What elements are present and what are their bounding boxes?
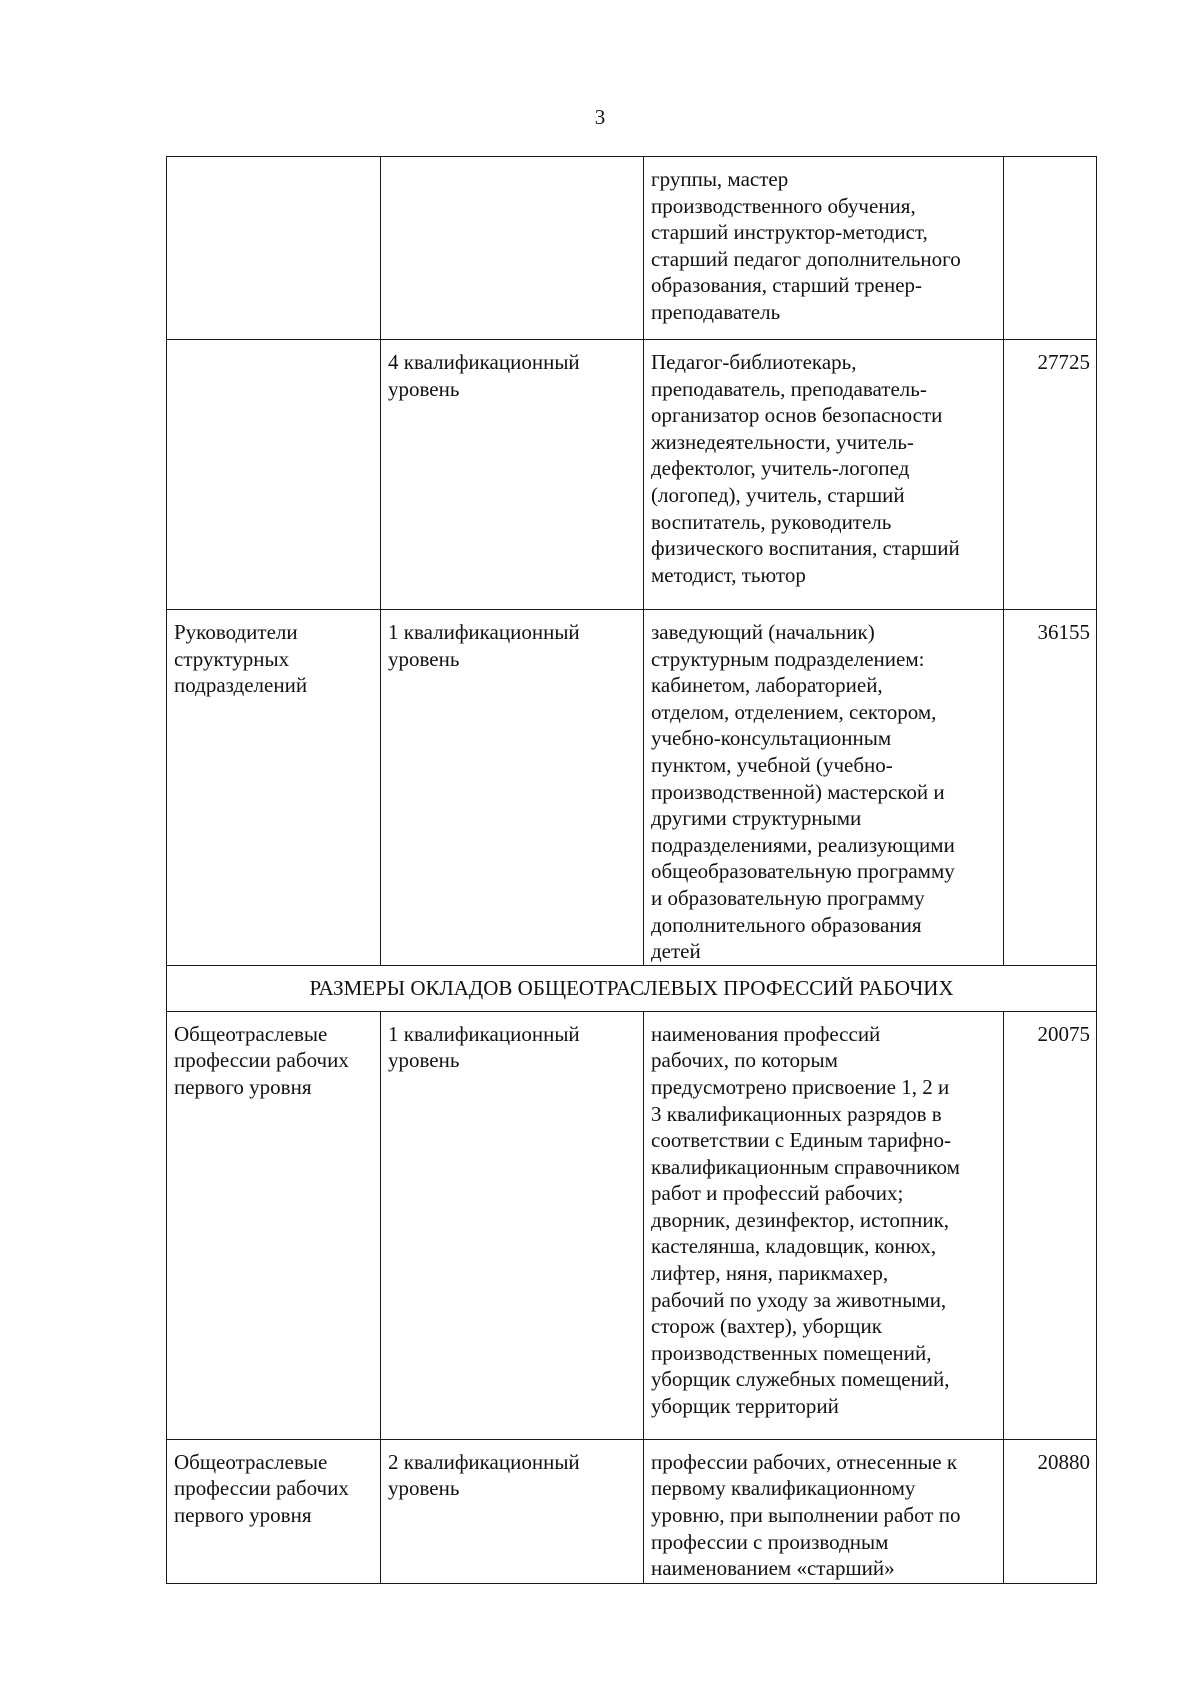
posts-cell bbox=[644, 157, 1004, 340]
cell-text-line: работ и профессий рабочих; bbox=[651, 1181, 904, 1206]
level-cell bbox=[381, 1439, 644, 1583]
salary-cell: 36155 bbox=[1004, 610, 1097, 966]
salary-cell: 27725 bbox=[1004, 340, 1097, 610]
posts-cell bbox=[644, 610, 1004, 966]
cell-text-line: и образовательную программу bbox=[651, 885, 925, 910]
cell-text-line: образования, старший тренер- bbox=[651, 273, 923, 298]
cell-text-line: структурных bbox=[174, 646, 290, 671]
table-row bbox=[167, 340, 1097, 610]
cell-text-line: кастелянша, кладовщик, конюх, bbox=[651, 1234, 937, 1259]
cell-text-line: методист, тьютор bbox=[651, 562, 806, 587]
cell-text-line: 1 квалификационный bbox=[388, 1021, 580, 1046]
page-number: 3 bbox=[594, 105, 606, 129]
cell-text-line: жизнедеятельности, учитель- bbox=[651, 429, 914, 454]
cell-text-line: Руководители bbox=[174, 620, 298, 644]
group-cell bbox=[167, 610, 381, 966]
salary-cell: 20880 bbox=[1004, 1439, 1097, 1583]
cell-text-line: лифтер, няня, парикмахер, bbox=[651, 1261, 889, 1286]
cell-text-line: отделом, отделением, сектором, bbox=[651, 699, 937, 724]
cell-text-line: дворник, дезинфектор, истопник, bbox=[651, 1207, 950, 1232]
cell-text-line: наименования профессий bbox=[651, 1021, 881, 1046]
table-row bbox=[167, 610, 1097, 966]
cell-text-line: уровень bbox=[388, 376, 460, 401]
posts-cell bbox=[644, 1439, 1004, 1583]
cell-text-line: уборщик служебных помещений, bbox=[651, 1367, 950, 1392]
group-cell bbox=[167, 1439, 381, 1583]
cell-text-line: детей bbox=[651, 939, 701, 964]
cell-text-line: соответствии с Единым тарифно- bbox=[651, 1128, 951, 1153]
cell-text-line: подразделений bbox=[174, 673, 308, 698]
group-cell bbox=[167, 340, 381, 610]
level-cell bbox=[381, 157, 644, 340]
cell-text-line: дефектолог, учитель-логопед bbox=[651, 456, 910, 481]
cell-text-line: первого уровня bbox=[174, 1502, 312, 1527]
cell-text-line: Общеотраслевые bbox=[174, 1449, 328, 1474]
cell-text-line: профессии с производным bbox=[651, 1529, 889, 1554]
cell-text-line: пунктом, учебной (учебно- bbox=[651, 752, 893, 777]
cell-text-line: Общеотраслевые bbox=[174, 1021, 328, 1046]
table-row bbox=[167, 1011, 1097, 1439]
group-cell bbox=[167, 1011, 381, 1439]
cell-text-line: первого уровня bbox=[174, 1074, 312, 1099]
cell-text-line: профессии рабочих bbox=[174, 1476, 349, 1501]
cell-text-line: предусмотрено присвоение 1, 2 и bbox=[651, 1074, 950, 1099]
cell-text-line: производственного обучения, bbox=[651, 193, 916, 218]
cell-text-line: подразделениями, реализующими bbox=[651, 832, 955, 857]
cell-text-line: структурным подразделением: bbox=[651, 646, 925, 671]
cell-text-line: группы, мастер bbox=[651, 167, 789, 191]
section-header-row bbox=[167, 965, 1097, 1011]
cell-text-line: преподаватель, преподаватель- bbox=[651, 376, 927, 401]
cell-text-line: квалификационным справочником bbox=[651, 1154, 960, 1179]
salary-cell bbox=[1004, 157, 1097, 340]
cell-text-line: 1 квалификационный bbox=[388, 620, 580, 644]
cell-text-line: дополнительного образования bbox=[651, 912, 922, 937]
cell-text-line: производственной) мастерской и bbox=[651, 779, 945, 804]
cell-text-line: рабочий по уходу за животными, bbox=[651, 1287, 947, 1312]
cell-text-line: уборщик территорий bbox=[651, 1394, 839, 1419]
cell-text-line: первому квалификационному bbox=[651, 1476, 916, 1501]
cell-text-line: (логопед), учитель, старший bbox=[651, 482, 905, 507]
cell-text-line: заведующий (начальник) bbox=[651, 620, 875, 644]
cell-text-line: учебно-консультационным bbox=[651, 726, 892, 751]
posts-cell bbox=[644, 1011, 1004, 1439]
cell-text-line: преподаватель bbox=[651, 299, 781, 324]
cell-text-line: производственных помещений, bbox=[651, 1340, 932, 1365]
cell-text-line: организатор основ безопасности bbox=[651, 403, 943, 428]
cell-text-line: рабочих, по которым bbox=[651, 1048, 838, 1073]
cell-text-line: уровень bbox=[388, 1476, 460, 1501]
cell-text-line: старший педагог дополнительного bbox=[651, 246, 961, 271]
cell-text-line: 3 квалификационных разрядов в bbox=[651, 1101, 942, 1126]
cell-text-line: уровень bbox=[388, 646, 460, 671]
cell-text-line: профессии рабочих, отнесенные к bbox=[651, 1449, 958, 1474]
cell-text-line: профессии рабочих bbox=[174, 1048, 349, 1073]
cell-text-line: воспитатель, руководитель bbox=[651, 509, 892, 534]
cell-text-line: другими структурными bbox=[651, 806, 862, 831]
cell-text-line: кабинетом, лабораторией, bbox=[651, 673, 883, 698]
cell-text-line: старший инструктор-методист, bbox=[651, 220, 928, 245]
cell-text-line: наименованием «старший» bbox=[651, 1556, 895, 1581]
cell-text-line: Педагог-библиотекарь, bbox=[651, 350, 857, 374]
posts-cell bbox=[644, 340, 1004, 610]
cell-text-line: 4 квалификационный bbox=[388, 350, 580, 374]
level-cell bbox=[381, 340, 644, 610]
salary-table bbox=[166, 156, 1097, 1584]
level-cell bbox=[381, 1011, 644, 1439]
cell-text-line: уровень bbox=[388, 1048, 460, 1073]
cell-text-line: физического воспитания, старший bbox=[651, 536, 960, 561]
cell-text-line: общеобразовательную программу bbox=[651, 859, 955, 884]
group-cell bbox=[167, 157, 381, 340]
level-cell bbox=[381, 610, 644, 966]
cell-text-line: 2 квалификационный bbox=[388, 1449, 580, 1474]
table-row bbox=[167, 1439, 1097, 1583]
section-header: РАЗМЕРЫ ОКЛАДОВ ОБЩЕОТРАСЛЕВЫХ ПРОФЕССИЙ РАБОЧИХ bbox=[167, 965, 1097, 1011]
cell-text-line: уровню, при выполнении работ по bbox=[651, 1502, 961, 1527]
table-row bbox=[167, 157, 1097, 340]
salary-cell: 20075 bbox=[1004, 1011, 1097, 1439]
cell-text-line: сторож (вахтер), уборщик bbox=[651, 1314, 882, 1339]
